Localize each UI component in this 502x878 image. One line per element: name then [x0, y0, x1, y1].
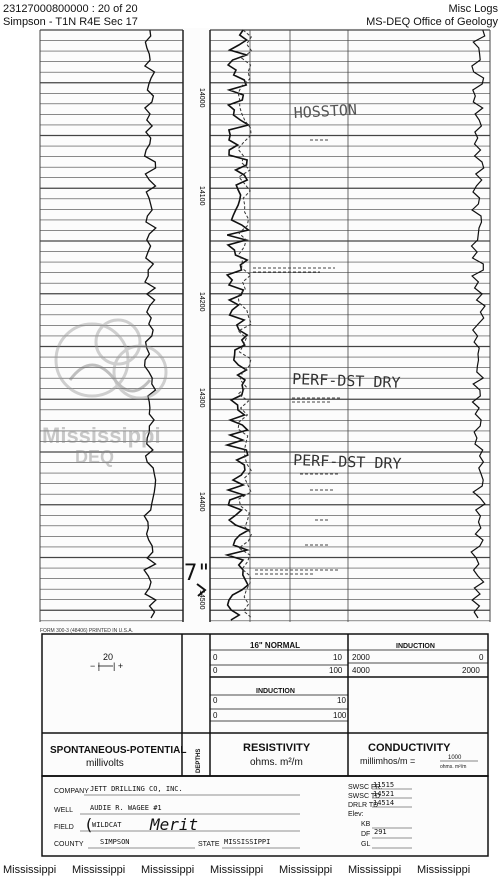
perf-annotation-1: PERF-DST DRY [291, 370, 401, 392]
depth-label: 14300 [198, 388, 205, 408]
county-label: COUNTY [54, 841, 84, 848]
swsc-fr-value: 11515 [373, 781, 395, 789]
cond-row2-right: 2000 [462, 666, 480, 675]
df-value: 291 [374, 828, 387, 836]
depth-label: 14100 [198, 186, 205, 206]
gl-label: GL [361, 841, 371, 848]
swsc-td-value: 14521 [373, 790, 395, 798]
footer-label: Mississippi [72, 864, 126, 876]
drlr-td-value: 14514 [373, 799, 395, 807]
normal-row1-left: 0 [213, 653, 218, 662]
cond-row1-right: 0 [479, 653, 484, 662]
depth-label: 14500 [198, 590, 205, 610]
file-id: 23127000800000 : 20 of 20 [3, 3, 138, 15]
watermark-line2: DEQ [75, 447, 115, 467]
normal-title: 16" NORMAL [250, 641, 301, 650]
df-label: DF [361, 831, 371, 838]
casing-annotation: 7" [184, 561, 211, 586]
cond-row1-left: 2000 [352, 653, 370, 662]
induction-row1-right: 10 [337, 696, 346, 705]
depth-label: 14400 [198, 492, 205, 512]
cond-induction-title: INDUCTION [396, 643, 435, 650]
depth-label: 14200 [198, 292, 205, 312]
form-number: FORM 300-3 (48406) PRINTED IN U.S.A. [40, 628, 134, 634]
watermark-line1: Mississippi [42, 423, 161, 448]
induction-row2-left: 0 [213, 711, 218, 720]
depth-label: 14000 [198, 88, 205, 108]
footer-bar [0, 862, 502, 878]
field-value: WILDCAT [92, 821, 122, 829]
county-value: SIMPSON [100, 838, 130, 846]
state-label: STATE [198, 841, 220, 848]
normal-row2-right: 100 [329, 666, 343, 675]
resistivity-title: RESISTIVITY [243, 742, 311, 754]
formation-annotation: HOSSTON [293, 100, 358, 122]
swsc-td-label: SWSC TD [348, 793, 381, 800]
induction-row1-left: 0 [213, 696, 218, 705]
field-label: FIELD [54, 824, 74, 831]
depths-title: DEPTHS [196, 748, 202, 773]
footer-label: Mississippi [3, 864, 57, 876]
conductivity-title: CONDUCTIVITY [368, 742, 451, 754]
swsc-fr-label: SWSC FR. [348, 784, 383, 791]
well-label: WELL [54, 807, 74, 814]
footer-label: Mississippi [279, 864, 333, 876]
footer-label: Mississippi [348, 864, 402, 876]
well-value: AUDIE R. WAGEE #1 [90, 804, 162, 812]
state-value: MISSISSIPPI [224, 838, 271, 846]
elev-label: Elev: [348, 811, 364, 818]
conductivity-unit: millimhos/m = [360, 756, 416, 766]
doc-type: Misc Logs [448, 3, 498, 15]
field-handwritten: Merit [150, 815, 199, 834]
normal-row1-right: 10 [333, 653, 342, 662]
sp-scale: 20 [103, 652, 114, 662]
perf-annotation-2: PERF-DST DRY [292, 451, 402, 473]
cond-frac-bottom: ohms. m²/m [440, 764, 467, 770]
resistivity-unit: ohms. m²/m [250, 757, 303, 768]
company-label: COMPANY [54, 788, 89, 795]
sp-minus-icon: − | [90, 661, 101, 671]
cond-row2-left: 4000 [352, 666, 370, 675]
footer-label: Mississippi [141, 864, 195, 876]
sp-title: SPONTANEOUS-POTENTIAL [50, 745, 187, 756]
footer-label: Mississippi [210, 864, 264, 876]
location-label: Simpson - T1N R4E Sec 17 [3, 16, 138, 28]
kb-label: KB [361, 821, 371, 828]
induction-row2-right: 100 [333, 711, 347, 720]
sp-unit: millivolts [86, 758, 124, 769]
cond-frac-top: 1000 [448, 755, 462, 761]
drlr-td-label: DRLR TD [348, 802, 379, 809]
field-bracket-icon: ( [84, 815, 94, 834]
agency-label: MS-DEQ Office of Geology [366, 16, 498, 28]
normal-row2-left: 0 [213, 666, 218, 675]
sp-plus-icon: | + [113, 661, 124, 671]
footer-label: Mississippi [417, 864, 471, 876]
induction-title: INDUCTION [256, 688, 295, 695]
company-value: JETT DRILLING CO, INC. [90, 785, 183, 793]
